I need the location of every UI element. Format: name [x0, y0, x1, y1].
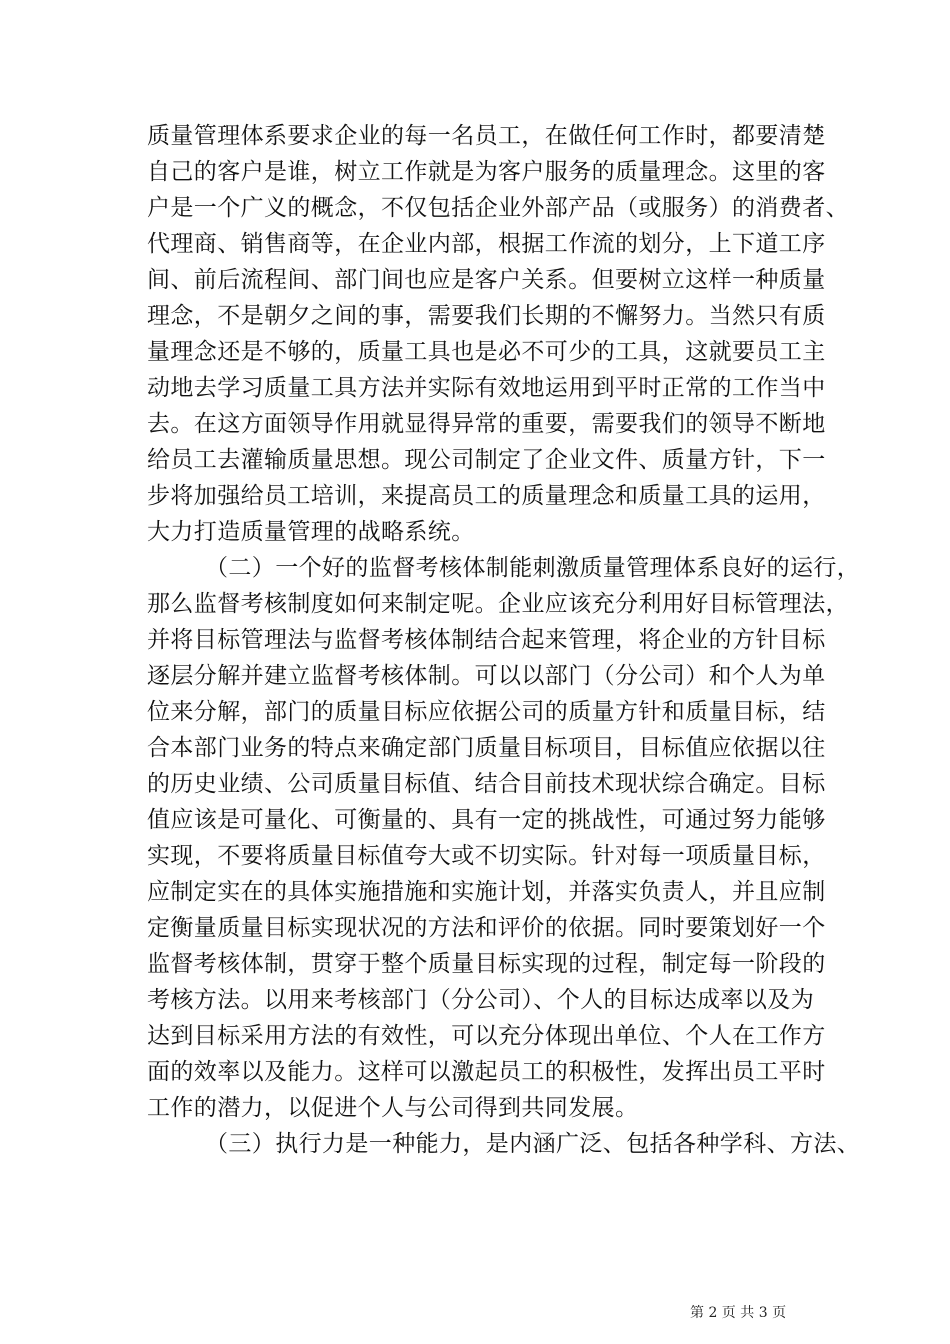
text-line-2: 自己的客户是谁，树立工作就是为客户服务的质量理念。这里的客: [147, 159, 826, 185]
text-line-21: 实现，不要将质量目标值夸大或不切实际。针对每一项质量目标，: [147, 843, 826, 869]
text-line-24: 监督考核体制，贯穿于整个质量目标实现的过程，制定每一阶段的: [147, 951, 826, 977]
text-line-7: 量理念还是不够的，质量工具也是必不可少的工具，这就要员工主: [147, 339, 826, 365]
text-line-12: 大力打造质量管理的战略系统。: [147, 519, 475, 545]
text-line-22: 应制定实在的具体实施措施和实施计划，并落实负责人，并且应制: [147, 879, 826, 905]
text-line-15: 并将目标管理法与监督考核体制结合起来管理，将企业的方针目标: [147, 627, 826, 653]
text-line-17: 位来分解，部门的质量目标应依据公司的质量方针和质量目标，结: [147, 699, 826, 725]
text-line-19: 的历史业绩、公司质量目标值、结合目前技术现状综合确定。目标: [147, 771, 826, 797]
text-line-1: 质量管理体系要求企业的每一名员工，在做任何工作时，都要清楚: [147, 123, 826, 149]
text-line-10: 给员工去灌输质量思想。现公司制定了企业文件、质量方针，下一: [147, 447, 826, 473]
text-line-11: 步将加强给员工培训，来提高员工的质量理念和质量工具的运用，: [147, 483, 826, 509]
page-number-footer: 第 2 页 共 3 页: [690, 1305, 787, 1321]
text-line-26: 达到目标采用方法的有效性，可以充分体现出单位、个人在工作方: [147, 1023, 826, 1049]
text-line-13: （二）一个好的监督考核体制能刺激质量管理体系良好的运行，: [205, 555, 861, 581]
text-line-5: 间、前后流程间、部门间也应是客户关系。但要树立这样一种质量: [147, 267, 826, 293]
text-line-3: 户是一个广义的概念，不仅包括企业外部产品（或服务）的消费者、: [147, 195, 849, 221]
text-line-9: 去。在这方面领导作用就显得异常的重要，需要我们的领导不断地: [147, 411, 826, 437]
text-line-8: 动地去学习质量工具方法并实际有效地运用到平时正常的工作当中: [147, 375, 826, 401]
text-line-20: 值应该是可量化、可衡量的、具有一定的挑战性，可通过努力能够: [147, 807, 826, 833]
text-line-27: 面的效率以及能力。这样可以激起员工的积极性，发挥出员工平时: [147, 1059, 826, 1085]
text-line-28: 工作的潜力，以促进个人与公司得到共同发展。: [147, 1095, 639, 1121]
text-line-16: 逐层分解并建立监督考核体制。可以以部门（分公司）和个人为单: [147, 663, 826, 689]
text-line-18: 合本部门业务的特点来确定部门质量目标项目，目标值应依据以往: [147, 735, 826, 761]
text-line-14: 那么监督考核制度如何来制定呢。企业应该充分利用好目标管理法，: [147, 591, 849, 617]
text-line-29: （三）执行力是一种能力，是内涵广泛、包括各种学科、方法、: [205, 1131, 861, 1157]
text-line-6: 理念，不是朝夕之间的事，需要我们长期的不懈努力。当然只有质: [147, 303, 826, 329]
text-line-25: 考核方法。以用来考核部门（分公司）、个人的目标达成率以及为: [147, 987, 815, 1013]
text-line-4: 代理商、销售商等，在企业内部，根据工作流的划分，上下道工序: [147, 231, 826, 257]
text-line-23: 定衡量质量目标实现状况的方法和评价的依据。同时要策划好一个: [147, 915, 826, 941]
